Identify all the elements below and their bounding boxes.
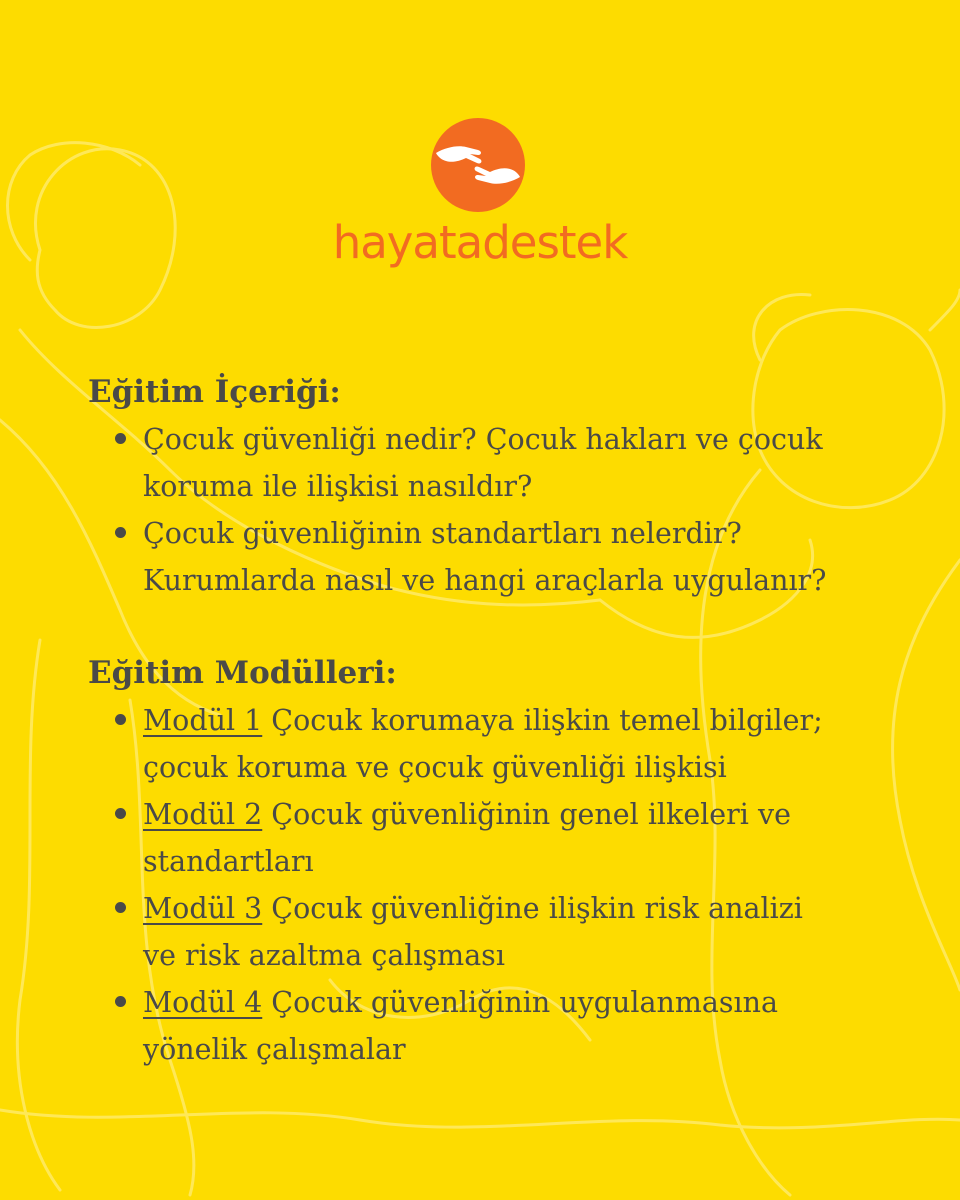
bullet-icon <box>115 433 126 444</box>
wordmark-part2: destek <box>482 216 628 269</box>
bullet-icon <box>115 808 126 819</box>
module-3-text-line2: ve risk azaltma çalışması <box>143 939 505 972</box>
module-3-link[interactable]: Modül 3 <box>143 892 263 925</box>
module-4-link[interactable]: Modül 4 <box>143 986 263 1019</box>
module-4-text: Çocuk güvenliğinin uygulanmasına <box>262 986 778 1019</box>
bullet-icon <box>115 714 126 725</box>
list-item-line: Çocuk güvenliğinin standartları nelerdir? <box>143 517 742 550</box>
module-item <box>143 697 908 791</box>
list-item <box>143 510 908 604</box>
content-list <box>88 416 908 604</box>
module-2-text: Çocuk güvenliğinin genel ilkeleri ve <box>262 798 791 831</box>
bullet-icon <box>115 527 126 538</box>
sketch-left-head <box>35 149 175 328</box>
sketch-left-leg <box>17 640 60 1190</box>
content-section-title: Eğitim İçeriği: <box>88 374 341 410</box>
wordmark-part1: hayata <box>332 216 483 269</box>
bullet-icon <box>115 996 126 1007</box>
sketch-left-hair <box>8 143 141 260</box>
module-item <box>143 979 908 1073</box>
module-1-text: Çocuk korumaya ilişkin temel bilgiler; <box>262 704 823 737</box>
module-2-text-line2: standartları <box>143 845 314 878</box>
module-4-text-line2: yönelik çalışmalar <box>143 1033 406 1066</box>
module-item <box>143 885 908 979</box>
bullet-icon <box>115 902 126 913</box>
main-content <box>88 368 908 1073</box>
module-1-text-line2: çocuk koruma ve çocuk güvenliği ilişkisi <box>143 751 727 784</box>
modules-section-title: Eğitim Modülleri: <box>88 655 397 691</box>
brand-wordmark <box>330 215 630 271</box>
sketch-ground <box>0 1110 960 1128</box>
list-item-line: koruma ile ilişkisi nasıldır? <box>143 470 533 503</box>
list-item-line: Çocuk güvenliği nedir? Çocuk hakları ve çocuk <box>143 423 823 456</box>
helping-hands-icon <box>430 117 526 213</box>
module-1-link[interactable]: Modül 1 <box>143 704 263 737</box>
list-item <box>143 416 908 510</box>
modules-list <box>88 697 908 1073</box>
list-item-line: Kurumlarda nasıl ve hangi araçlarla uygulanır? <box>143 564 827 597</box>
module-item <box>143 791 908 885</box>
module-3-text: Çocuk güvenliğine ilişkin risk analizi <box>262 892 803 925</box>
brand-logo <box>330 117 630 277</box>
module-2-link[interactable]: Modül 2 <box>143 798 263 831</box>
